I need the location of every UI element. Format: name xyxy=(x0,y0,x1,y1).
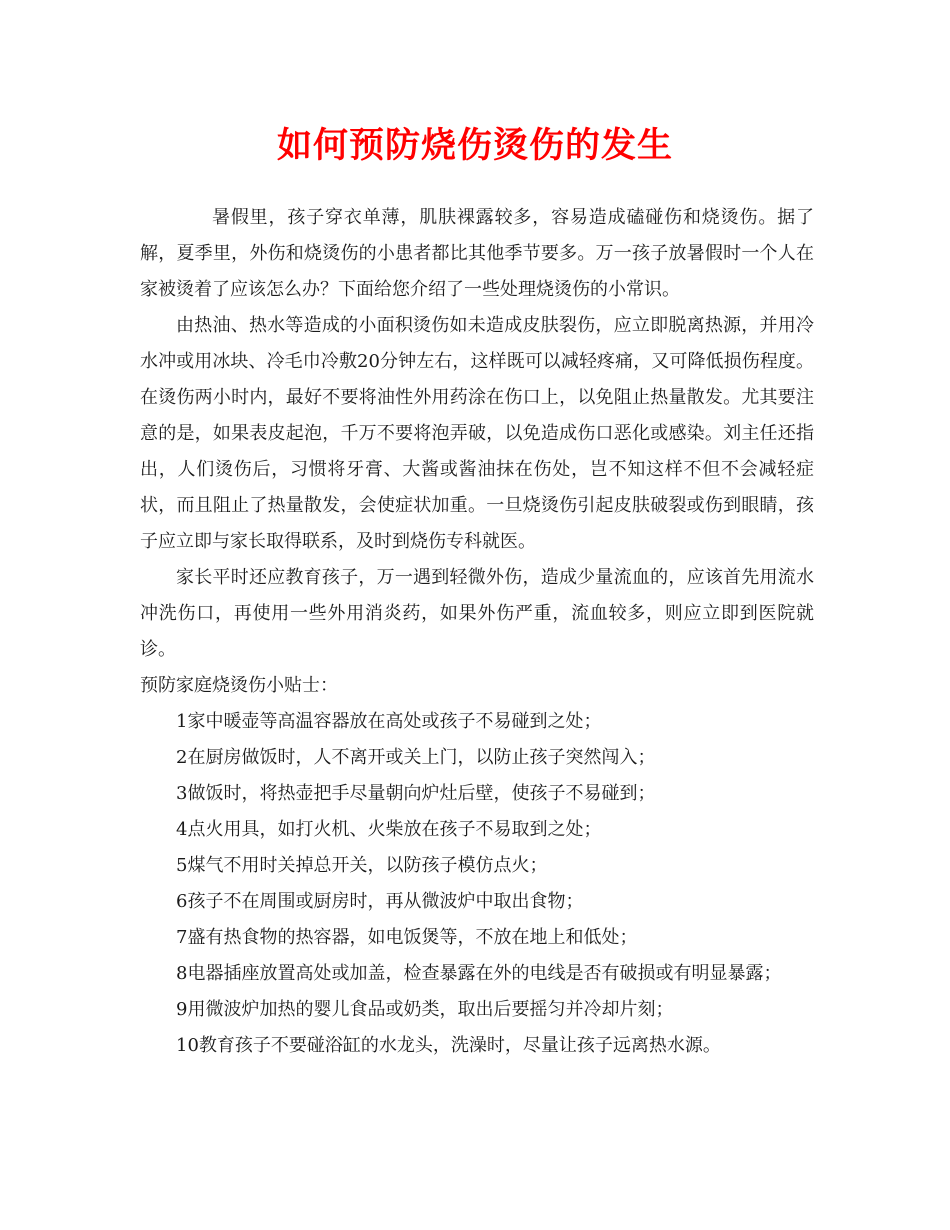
list-item: 10教育孩子不要碰浴缸的水龙头，洗澡时，尽量让孩子远离热水源。 xyxy=(176,1035,721,1056)
list-item: 3做饭时，将热壶把手尽量朝向炉灶后壁，使孩子不易碰到； xyxy=(176,783,656,804)
list-item: 2在厨房做饭时，人不离开或关上门，以防止孩子突然闯入； xyxy=(176,747,656,768)
list-item: 1家中暖壶等高温容器放在高处或孩子不易碰到之处； xyxy=(176,711,602,732)
list-item: 8电器插座放置高处或加盖，检查暴露在外的电线是否有破损或有明显暴露； xyxy=(176,963,782,984)
list-item: 4点火用具，如打火机、火柴放在孩子不易取到之处； xyxy=(176,819,602,840)
list-item: 9用微波炉加热的婴儿食品或奶类，取出后要摇匀并冷却片刻； xyxy=(176,999,674,1020)
list-item: 5煤气不用时关掉总开关，以防孩子模仿点火； xyxy=(176,855,548,876)
paragraph-treatment: 由热油、热水等造成的小面积烫伤如未造成皮肤裂伤，应立即脱离热源，并用冷水冲或用冰块、冷毛巾冷敷20分钟左右，这样既可以减轻疼痛，又可降低损伤程度。在烫伤两小时内，最好不要将油性外用药涂在伤口上，以免阻止热量散发。尤其要注意的是，如果表皮起泡，千万不要将泡弄破，以免造成伤口恶化或感染。刘主任还指出，人们烫伤后，习惯将牙膏、大酱或酱油抹在伤处，岂不知这样不但不会减轻症状，而且阻止了热量散发，会使症状加重。一旦烧烫伤引起皮肤破裂或伤到眼睛，孩子应立即与家长取得联系，及时到烧伤专科就医。 xyxy=(140,315,814,552)
paragraph-intro: 暑假里，孩子穿衣单薄，肌肤裸露较多，容易造成磕碰伤和烧烫伤。据了解，夏季里，外伤和烧烫伤的小患者都比其他季节要多。万一孩子放暑假时一个人在家被烫着了应该怎么办？下面给您介绍了一些处理烧烫伤的小常识。 xyxy=(140,207,814,300)
tips-list xyxy=(140,704,814,1064)
list-item: 6孩子不在周围或厨房时，再从微波炉中取出食物； xyxy=(176,891,584,912)
paragraph-minor-injury: 家长平时还应教育孩子，万一遇到轻微外伤，造成少量流血的，应该首先用流水冲洗伤口，再使用一些外用消炎药，如果外伤严重，流血较多，则应立即到医院就诊。 xyxy=(140,567,814,660)
list-item: 7盛有热食物的热容器，如电饭煲等，不放在地上和低处； xyxy=(176,927,638,948)
page-title: 如何预防烧伤烫伤的发生 xyxy=(276,125,673,166)
tips-heading: 预防家庭烧烫伤小贴士： xyxy=(140,675,338,696)
document-body xyxy=(140,200,814,1064)
